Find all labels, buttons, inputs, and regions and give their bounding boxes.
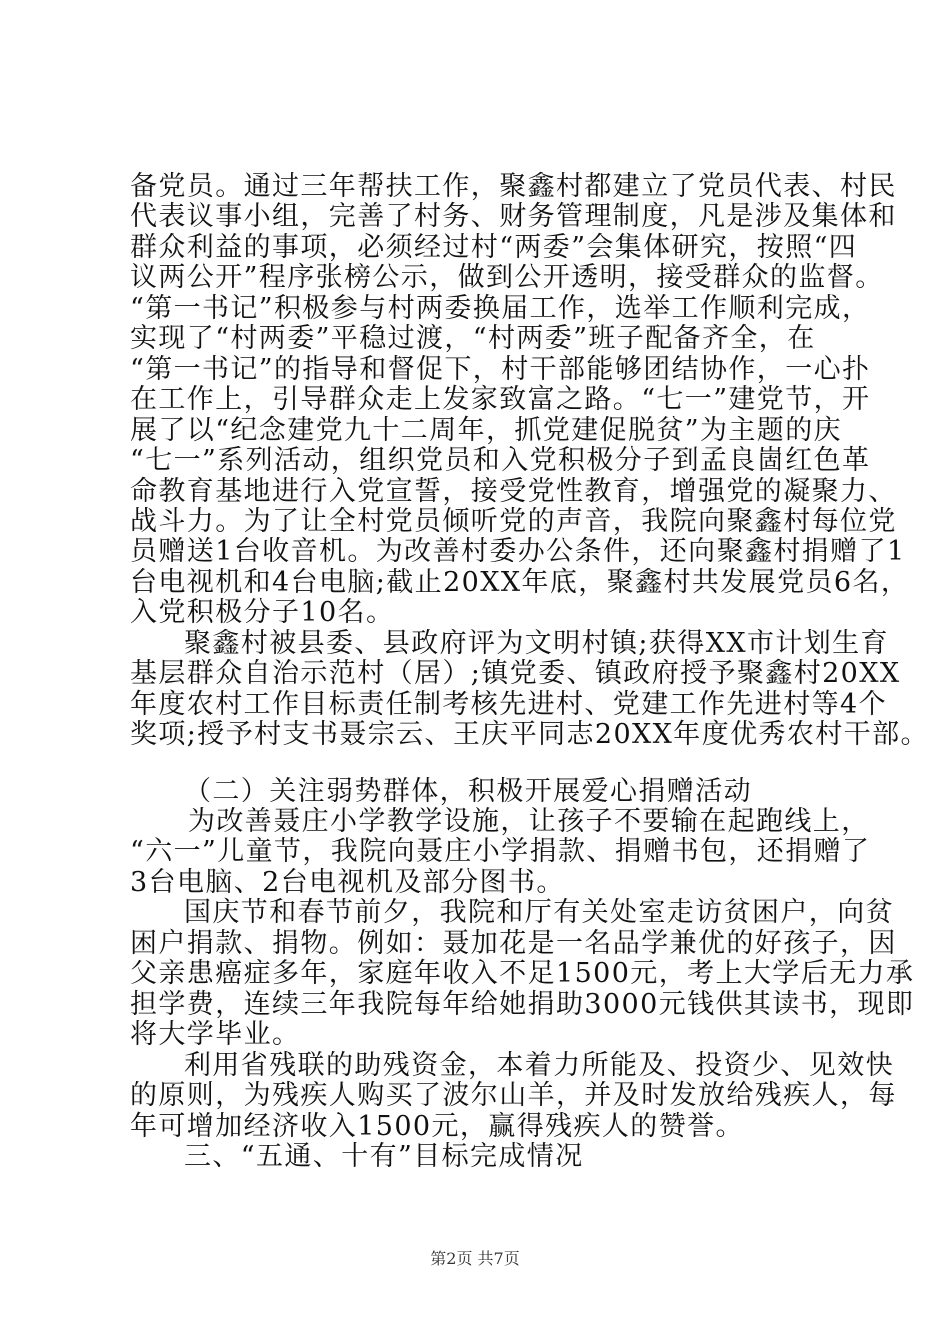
text-line: 3台电脑、2台电视机及部分图书。: [130, 867, 565, 898]
text-line: 台电视机和4台电脑;截止20XX年底，聚鑫村共发展党员6名，: [130, 567, 910, 598]
text-line: 年度农村工作目标责任制考核先进村、党建工作先进村等4个: [130, 689, 887, 720]
text-line: 基层群众自治示范村（居）;镇党委、镇政府授予聚鑫村20XX: [130, 658, 901, 689]
paragraph-start-line: 利用省残联的助残资金，本着力所能及、投资少、见效快: [184, 1050, 894, 1081]
text-line: 担学费，连续三年我院每年给她捐助3000元钱供其读书，现即: [130, 989, 915, 1020]
text-line: “第一书记”的指导和督促下，村干部能够团结协作，一心扑: [130, 354, 871, 385]
text-line: “第一书记”积极参与村两委换届工作，选举工作顺利完成，: [130, 293, 871, 324]
text-line: 在工作上，引导群众走上发家致富之路。“七一”建党节，开: [130, 384, 871, 415]
text-line: 入党积极分子10名。: [130, 597, 395, 628]
text-line: 实现了“村两委”平稳过渡，“村两委”班子配备齐全，在: [130, 323, 816, 354]
text-line: 年可增加经济收入1500元，赢得残疾人的赞誉。: [130, 1111, 744, 1142]
text-line: 命教育基地进行入党宣誓，接受党性教育，增强党的凝聚力、: [130, 476, 897, 507]
text-line: 奖项;授予村支书聂宗云、王庆平同志20XX年度优秀农村干部。: [130, 719, 929, 750]
text-line: 的原则，为残疾人购买了波尔山羊，并及时发放给残疾人，每: [130, 1080, 897, 1111]
text-line: 展了以“纪念建党九十二周年，抓党建促脱贫”为主题的庆: [130, 415, 843, 446]
paragraph-start-line: 聚鑫村被县委、县政府评为文明村镇;获得XX市计划生育: [184, 628, 889, 659]
text-line: 将大学毕业。: [130, 1019, 301, 1050]
paragraph-start-line: 为改善聂庄小学教学设施，让孩子不要输在起跑线上，: [188, 806, 870, 837]
page-number-footer: 第2页 共7页: [430, 1249, 520, 1268]
text-line: “七一”系列活动，组织党员和入党积极分子到孟良崮红色革: [130, 445, 871, 476]
text-line: 代表议事小组，完善了村务、财务管理制度，凡是涉及集体和: [130, 201, 897, 232]
text-line: 备党员。通过三年帮扶工作，聚鑫村都建立了党员代表、村民: [130, 171, 897, 202]
section-heading: 三、“五通、十有”目标完成情况: [184, 1141, 584, 1172]
section-heading: （二）关注弱势群体，积极开展爱心捐赠活动: [184, 776, 752, 807]
text-line: 困户捐款、捐物。例如：聂加花是一名品学兼优的好孩子，因: [130, 928, 897, 959]
text-line: 群众利益的事项，必须经过村“两委”会集体研究，按照“四: [130, 232, 858, 263]
text-line: “六一”儿童节，我院向聂庄小学捐款、捐赠书包，还捐赠了: [130, 836, 871, 867]
text-line: 父亲患癌症多年，家庭年收入不足1500元，考上大学后无力承: [130, 958, 915, 989]
text-line: 战斗力。为了让全村党员倾听党的声音，我院向聚鑫村每位党: [130, 506, 897, 537]
text-line: 议两公开”程序张榜公示，做到公开透明，接受群众的监督。: [130, 262, 884, 293]
paragraph-start-line: 国庆节和春节前夕，我院和厅有关处室走访贫困户，向贫: [184, 897, 894, 928]
text-line: 员赠送1台收音机。为改善村委办公条件，还向聚鑫村捐赠了1: [130, 536, 906, 567]
